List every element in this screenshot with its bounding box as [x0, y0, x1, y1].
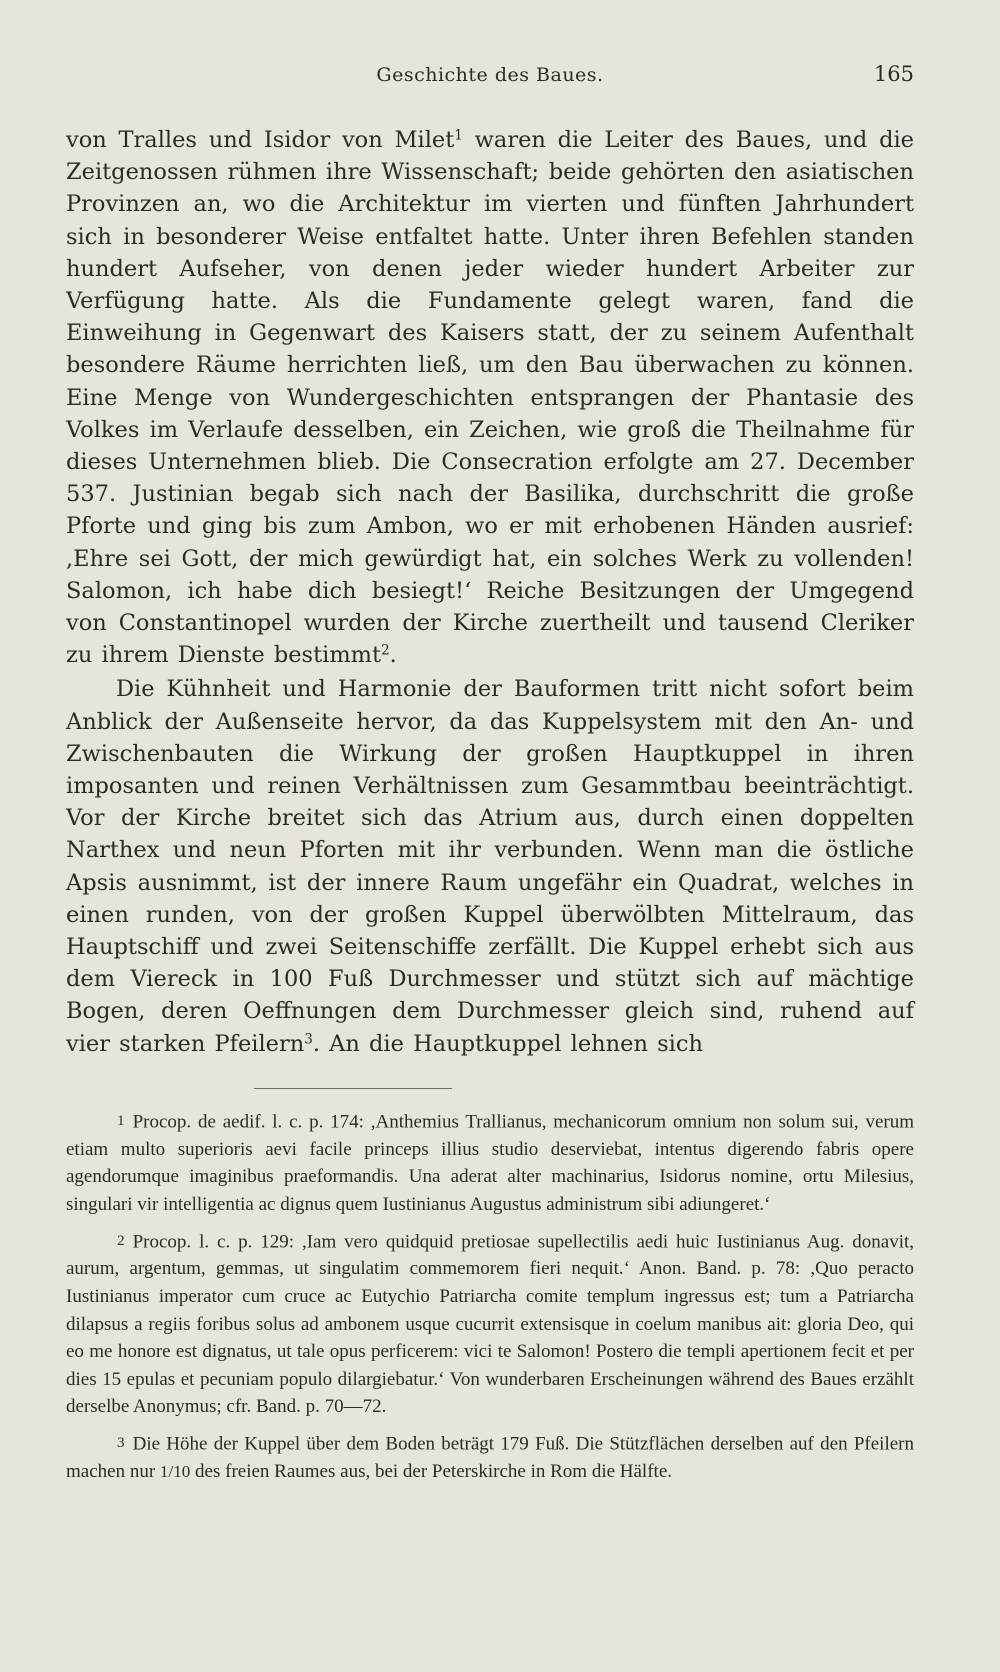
- footnote-reference: 3: [304, 1031, 313, 1048]
- fraction: 1/10: [159, 1461, 191, 1481]
- paragraph: [66, 124, 914, 671]
- footnote-text: des freien Raumes aus, bei der Peterskirche in Rom die Hälfte.: [190, 1460, 673, 1482]
- footnote-text: Die Höhe der Kuppel über dem Boden beträgt 179 Fuß. Die Stützflächen derselben auf den Pfeilern machen nur: [66, 1433, 914, 1482]
- running-head: [66, 60, 914, 100]
- main-text: [66, 124, 914, 1060]
- footnote-marker: 1: [117, 1111, 125, 1129]
- footnote-text: Procop. l. c. p. 129: ,Iam vero quidquid pretiosae supellectilis aedi huic Iustinianus Aug. donavit, aurum, argentum, gemmas, ut singulatim commemorem fieri nequit.‘ Anon. Band. p. 78: ,Quo peracto Iustinianus imperator cum cruce ac Eutychio Patriarcha comite templum ingressus est; tum a Patriarcha dilapsus a regiis foribus solus ad ambonem usque cucurrit extensisque in coelum manibus ait: gloria Deo, qui eo me honore est dignatus, ut tale opus perficerem: vici te Salomon! Postero die templi apertionem fecit et per dies 15 epulas et pecuniam populo dilargiebatur.‘ Von wunderbaren Erscheinungen während des Baues erzählt derselbe Anonymus; cfr. Band. p. 70—72.: [66, 1230, 914, 1418]
- footnote-reference: 2: [381, 642, 390, 659]
- footnotes: [66, 1107, 914, 1486]
- footnote-reference: 1: [454, 127, 463, 144]
- footnote-divider: [254, 1088, 452, 1089]
- running-title: Geschichte des Baues.: [376, 64, 604, 86]
- footnote: [66, 1107, 914, 1219]
- footnote-text: Procop. de aedif. l. c. p. 174: ,Anthemius Trallianus, mechanicorum omnium non solum sui, verum etiam multo superioris aevi facile princeps illius studio deserviebat, intentus digerendo fabris opere agendorumque imaginibus praeformandis. Una aderat alter machinarius, Isidorus nomine, ortu Milesius, singulari vir intelligentia ac dignus quem Iustinianus Augustus administrum sibi adiungeret.‘: [66, 1111, 914, 1215]
- paragraph: [66, 673, 914, 1059]
- page-number: 165: [873, 62, 914, 86]
- footnote-marker: 2: [117, 1231, 125, 1249]
- footnote: [66, 1227, 914, 1421]
- paragraph-text: Die Kühnheit und Harmonie der Bauformen tritt nicht sofort beim Anblick der Außenseite hervor, da das Kuppelsystem mit den An- und Zwischenbauten die Wirkung der großen Hauptkuppel in ihren imposanten und reinen Verhältnissen zum Gesammtbau beeinträchtigt. Vor der Kirche breitet sich das Atrium aus, durch einen doppelten Narthex und neun Pforten mit ihr verbunden. Wenn man die östliche Apsis ausnimmt, ist der innere Raum ungefähr ein Quadrat, welches in einen runden, von der großen Kuppel überwölbten Mittelraum, das Hauptschiff und zwei Seitenschiffe zerfällt. Die Kuppel erhebt sich aus dem Viereck in 100 Fuß Durchmesser und stützt sich auf mächtige Bogen, deren Oeffnungen dem Durchmesser gleich sind, ruhend auf vier starken Pfeilern: [66, 676, 914, 1057]
- paragraph-text: waren die Leiter des Baues, und die Zeitgenossen rühmen ihre Wissenschaft; beide gehörten den asiatischen Provinzen an, wo die Architektur im vierten und fünften Jahrhundert sich in besonderer Weise entfaltet hatte. Unter ihren Befehlen standen hundert Aufseher, von denen jeder wieder hundert Arbeiter zur Verfügung hatte. Als die Fundamente gelegt waren, fand die Einweihung in Gegenwart des Kaisers statt, der zu seinem Aufenthalt besondere Räume herrichten ließ, um den Bau überwachen zu können. Eine Menge von Wundergeschichten entsprangen der Phantasie des Volkes im Verlaufe desselben, ein Zeichen, wie groß die Theilnahme für dieses Unternehmen blieb. Die Consecration erfolgte am 27. December 537. Justinian begab sich nach der Basilika, durchschritt die große Pforte und ging bis zum Ambon, wo er mit erhobenen Händen ausrief: ,Ehre sei Gott, der mich gewürdigt hat, ein solches Werk zu vollenden! Salomon, ich habe dich besiegt!‘ Reiche Besitzungen der Umgegend von Constantinopel wurden der Kirche zuertheilt und tausend Cleriker zu ihrem Dienste bestimmt: [66, 127, 914, 669]
- paragraph-text: von Tralles und Isidor von Milet: [66, 127, 455, 153]
- paragraph-text: .: [389, 642, 397, 669]
- footnote: [66, 1429, 914, 1485]
- paragraph-text: . An die Hauptkuppel lehnen sich: [312, 1030, 703, 1057]
- footnote-marker: 3: [117, 1433, 125, 1451]
